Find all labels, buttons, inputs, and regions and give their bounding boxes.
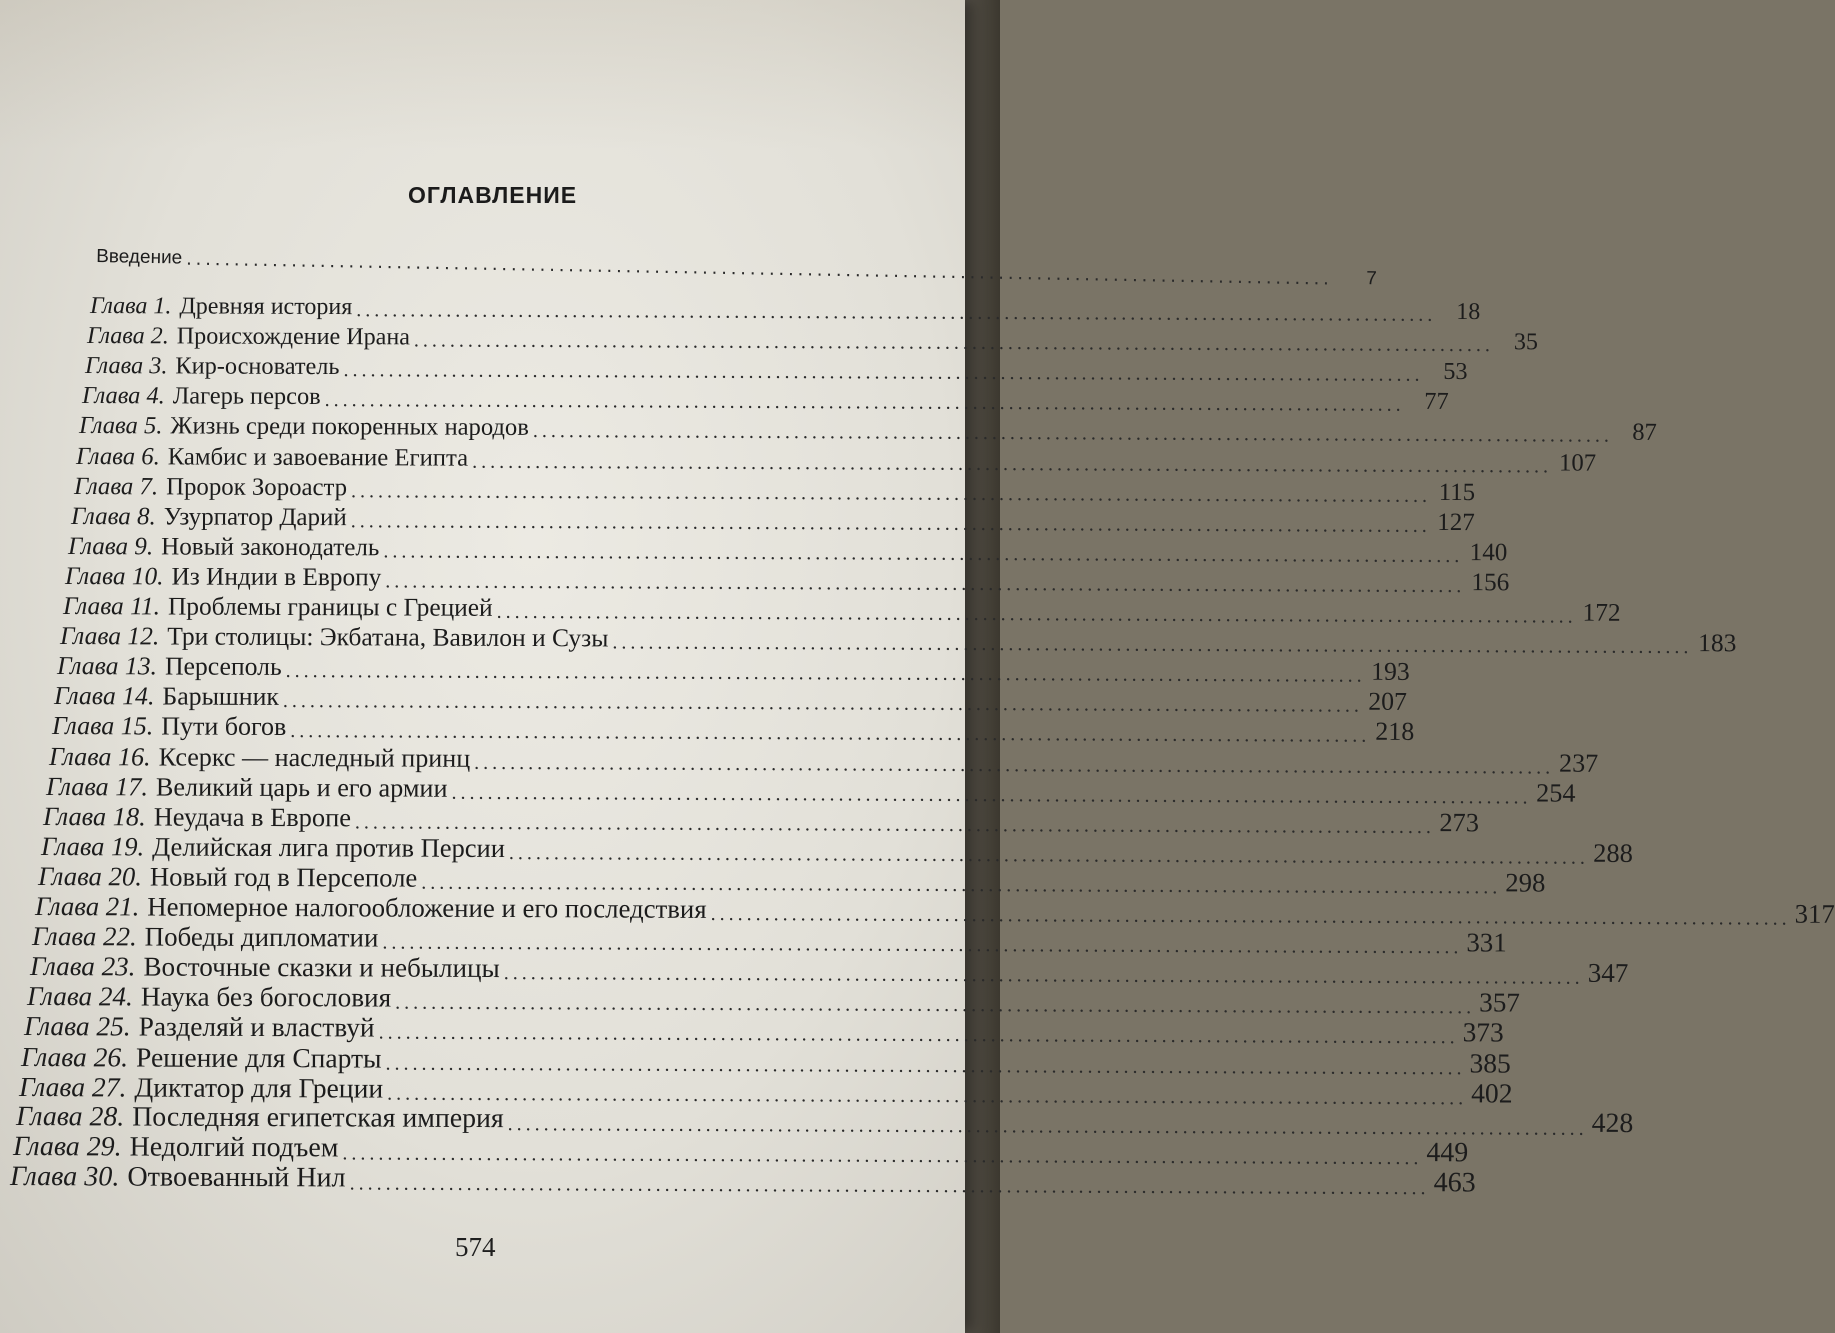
- toc-title: Лагерь персов: [172, 382, 321, 411]
- toc-title: Наука без богословия: [140, 981, 391, 1013]
- toc-page: 87: [1632, 419, 1657, 447]
- toc-chapter-label: Глава 17.: [46, 771, 149, 802]
- toc-chapter-label: Глава 16.: [48, 741, 151, 771]
- toc-leader: ........................................................................................................................: [350, 509, 1431, 537]
- toc-leader: ........................................................................................................................: [378, 1021, 1459, 1049]
- toc-leader: ........................................................................................................................: [612, 631, 1693, 659]
- toc-title: Из Индии в Европу: [171, 562, 382, 592]
- toc-title: Великий царь и его армии: [155, 772, 448, 803]
- toc-chapter-label: Глава 26.: [21, 1040, 129, 1072]
- toc-leader: ........................................................................................................................: [350, 479, 1431, 507]
- toc-page: 115: [1438, 478, 1475, 506]
- toc-row: [81, 380, 1449, 417]
- toc-leader: ........................................................................................................................: [383, 540, 1464, 567]
- toc-title: Недолгий подъем: [129, 1131, 339, 1164]
- toc-title: Новый год в Персеполе: [149, 861, 418, 893]
- toc-chapter-label: Глава 28.: [15, 1100, 125, 1133]
- toc-title: Ксеркс — наследный принц: [158, 741, 471, 773]
- toc-page: 77: [1423, 388, 1449, 416]
- toc-chapter-label: Глава 1.: [90, 293, 172, 320]
- toc-chapter-label: Глава 22.: [32, 921, 138, 952]
- toc-title: Победы дипломатии: [144, 921, 379, 953]
- toc-title: Разделяй и властвуй: [138, 1011, 375, 1043]
- toc-leader: ........................................................................................................................: [507, 1112, 1588, 1140]
- toc-title: Неудача в Европе: [153, 801, 352, 833]
- toc-title: Персеполь: [164, 651, 282, 682]
- toc-title: Решение для Спарты: [136, 1041, 382, 1074]
- toc-chapter-label: Глава 30.: [10, 1160, 120, 1193]
- toc-chapter-label: Глава 15.: [51, 711, 153, 741]
- toc-chapter-label: Глава 9.: [68, 532, 154, 561]
- toc-chapter-label: Глава 14.: [54, 681, 155, 711]
- toc-leader: ........................................................................................................................: [503, 962, 1584, 989]
- toc-page: 53: [1442, 358, 1468, 386]
- toc-row: [54, 681, 1408, 718]
- toc-leader: ........................................................................................................................: [532, 420, 1613, 448]
- toc-title: Восточные сказки и небылицы: [142, 951, 500, 984]
- toc-chapter-label: Глава 7.: [73, 472, 158, 500]
- toc-leader: ........................................................................................................................: [355, 811, 1436, 838]
- toc-chapter-label: Глава 23.: [29, 951, 136, 982]
- page-title: ОГЛАВЛЕНИЕ: [408, 182, 578, 208]
- toc-page: 402: [1470, 1076, 1513, 1109]
- toc-row: [48, 741, 1599, 779]
- toc-leader: ........................................................................................................................: [289, 720, 1370, 748]
- toc-chapter-label: Глава 27.: [18, 1070, 127, 1103]
- toc-page: 193: [1371, 656, 1410, 687]
- toc-row: [70, 501, 1475, 537]
- toc-page: 298: [1504, 867, 1546, 898]
- toc-title: Последняя египетская империя: [131, 1101, 504, 1134]
- toc-row: [51, 711, 1414, 748]
- toc-row: [76, 441, 1597, 477]
- toc-title: Три столицы: Экбатана, Вавилон и Сузы: [166, 621, 609, 653]
- toc-leader: ........................................................................................................................: [283, 690, 1364, 718]
- toc-leader: ........................................................................................................................: [385, 1052, 1466, 1079]
- toc-leader: ........................................................................................................................: [186, 247, 1334, 290]
- toc-title: Барышник: [162, 681, 280, 712]
- toc-page: 254: [1536, 778, 1576, 808]
- toc-page: 347: [1587, 957, 1628, 989]
- toc-row: [84, 350, 1468, 387]
- toc-leader: ........................................................................................................................: [324, 389, 1405, 417]
- toc-page: 317: [1794, 898, 1835, 929]
- toc-chapter-label: Глава 5.: [79, 412, 163, 440]
- toc-chapter-label: Глава 2.: [87, 323, 170, 350]
- toc-page: 288: [1592, 837, 1633, 868]
- toc-chapter-label: Глава 10.: [65, 561, 164, 591]
- toc-row: [10, 1160, 1477, 1200]
- toc-leader: ........................................................................................................................: [385, 570, 1466, 598]
- toc-chapter-label: Глава 6.: [76, 442, 161, 470]
- toc-page: 385: [1469, 1046, 1512, 1078]
- toc-chapter-label: Глава 12.: [59, 621, 160, 651]
- toc-page: 237: [1558, 748, 1599, 778]
- toc-row: [79, 410, 1657, 448]
- toc-chapter-label: Глава 18.: [43, 800, 147, 832]
- toc-row: [68, 531, 1508, 567]
- toc-page: 449: [1426, 1136, 1469, 1169]
- toc-row: [62, 591, 1621, 628]
- toc-leader: ........................................................................................................................: [472, 450, 1553, 477]
- toc-row: [57, 651, 1410, 687]
- toc-page: 207: [1368, 687, 1408, 717]
- toc-title: Введение: [96, 246, 183, 269]
- toc-row: [87, 320, 1539, 357]
- toc-leader: ........................................................................................................................: [285, 660, 1366, 687]
- toc-page: 127: [1436, 508, 1475, 536]
- toc-title: Кир-основатель: [174, 352, 340, 381]
- toc-row: [43, 800, 1480, 838]
- toc-page: 156: [1471, 568, 1510, 597]
- toc-page: 18: [1456, 298, 1481, 326]
- toc-chapter-label: Глава 3.: [84, 352, 168, 380]
- toc-leader: ........................................................................................................................: [394, 991, 1475, 1019]
- toc-page: 331: [1466, 927, 1508, 958]
- toc-leader: ........................................................................................................................: [349, 1172, 1430, 1200]
- toc-leader: ........................................................................................................................: [451, 781, 1532, 809]
- toc-page: 357: [1478, 987, 1520, 1018]
- toc-title: Делийская лига против Персии: [151, 831, 505, 863]
- toc-leader: ........................................................................................................................: [420, 871, 1502, 899]
- toc-page: 428: [1591, 1107, 1634, 1139]
- toc-leader: ........................................................................................................................: [356, 299, 1437, 326]
- toc-page: 273: [1439, 806, 1480, 837]
- toc-chapter-label: Глава 20.: [37, 860, 142, 892]
- toc-row: [90, 290, 1481, 326]
- toc-title: Диктатор для Греции: [133, 1071, 383, 1104]
- toc-page: 107: [1559, 448, 1597, 477]
- toc-chapter-label: Глава 19.: [40, 830, 144, 862]
- toc-chapter-label: Глава 24.: [26, 981, 133, 1012]
- toc-title: Пророк Зороастр: [165, 472, 347, 501]
- toc-row: [46, 771, 1576, 809]
- toc-chapter-label: Глава 21.: [35, 891, 140, 922]
- toc-leader: ........................................................................................................................: [496, 600, 1577, 628]
- toc-leader: ........................................................................................................................: [414, 329, 1495, 357]
- page-number: 574: [455, 1232, 496, 1262]
- toc-row: [73, 471, 1475, 507]
- toc-page: 35: [1514, 329, 1539, 356]
- toc-page: 140: [1469, 538, 1508, 567]
- toc-chapter-label: Глава 8.: [70, 502, 156, 531]
- toc-leader: ........................................................................................................................: [342, 1142, 1423, 1169]
- toc-title: Проблемы границы с Грецией: [167, 592, 493, 622]
- toc-title: Отвоеванный Нил: [127, 1161, 346, 1194]
- toc-row-intro: [96, 238, 1378, 290]
- toc-leader: ........................................................................................................................: [386, 1082, 1467, 1109]
- toc-leader: ........................................................................................................................: [473, 751, 1554, 779]
- toc-chapter-label: Глава 4.: [81, 382, 165, 410]
- toc-chapter-label: Глава 25.: [24, 1011, 131, 1042]
- toc-title: Пути богов: [160, 711, 286, 742]
- toc-leader: ........................................................................................................................: [508, 841, 1589, 869]
- toc-page: 183: [1697, 628, 1737, 658]
- toc-chapter-label: Глава 11.: [62, 592, 160, 621]
- toc-page: 172: [1582, 598, 1621, 627]
- toc-title: Новый законодатель: [161, 533, 380, 562]
- toc-title: Происхождение Ирана: [176, 323, 411, 351]
- toc-chapter-label: Глава 29.: [13, 1130, 122, 1163]
- toc-title: Жизнь среди покоренных народов: [170, 412, 529, 442]
- toc-title: Древняя история: [179, 293, 353, 321]
- toc-page: 7: [1366, 268, 1378, 290]
- toc-chapter-label: Глава 13.: [57, 651, 158, 681]
- toc-title: Камбис и завоевание Египта: [167, 442, 469, 472]
- toc-title: Узурпатор Дарий: [163, 503, 347, 531]
- toc-page: 218: [1374, 717, 1414, 747]
- toc-leader: ........................................................................................................................: [342, 359, 1424, 387]
- toc-title: Непомерное налогообложение и его последствия: [147, 891, 707, 924]
- toc-leader: ........................................................................................................................: [710, 902, 1791, 930]
- toc-page: 463: [1433, 1167, 1477, 1199]
- toc-row: [65, 561, 1510, 598]
- toc-page: 373: [1462, 1017, 1504, 1048]
- toc-row: [59, 621, 1737, 659]
- toc-leader: ........................................................................................................................: [382, 931, 1463, 959]
